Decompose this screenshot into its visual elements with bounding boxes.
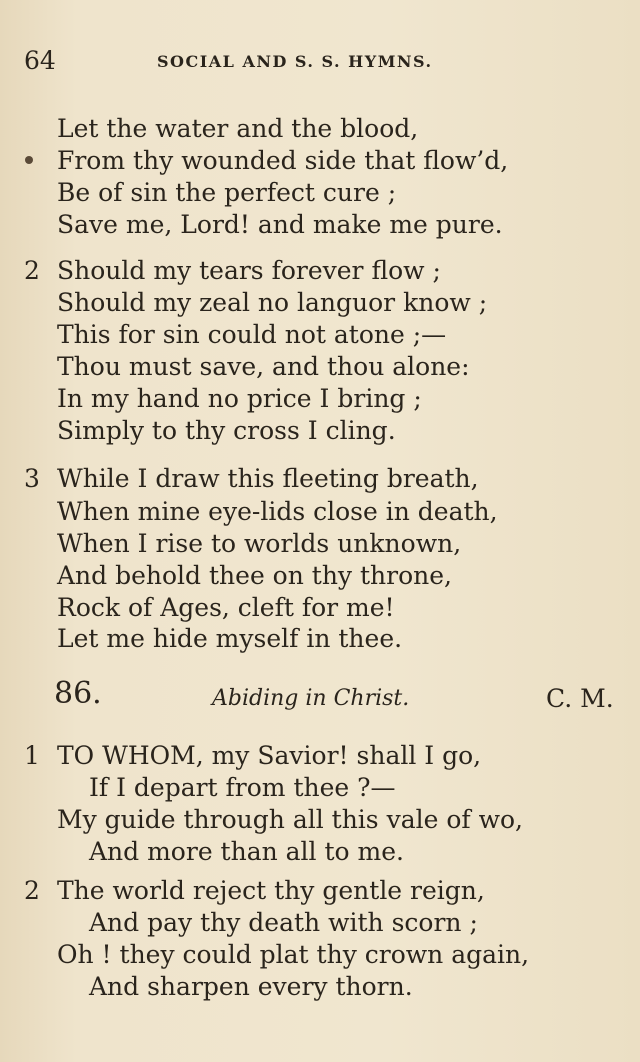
verse-line: Simply to thy cross I cling. — [57, 416, 396, 445]
verse-line: The world reject thy gentle reign, — [57, 876, 485, 905]
verse-line: And more than all to me. — [89, 837, 404, 866]
hymn-title: Abiding in Christ. — [212, 686, 410, 711]
hymn-meter: C. M. — [546, 684, 614, 713]
verse-line: Thou must save, and thou alone: — [57, 352, 470, 381]
verse-line: When mine eye-lids close in death, — [57, 497, 498, 526]
page-number: 64 — [24, 46, 56, 75]
running-head: SOCIAL AND S. S. HYMNS. — [157, 52, 433, 71]
verse-line: From thy wounded side that flow’d, — [57, 146, 509, 175]
verse-line: And sharpen every thorn. — [89, 972, 413, 1001]
verse-line: Save me, Lord! and make me pure. — [57, 210, 503, 239]
verse-line: Be of sin the perfect cure ; — [57, 178, 397, 207]
verse-line: When I rise to worlds unknown, — [57, 529, 462, 558]
stanza-number: 3 — [24, 464, 40, 493]
verse-line: TO WHOM, my Savior! shall I go, — [57, 741, 482, 770]
page-header — [24, 46, 624, 76]
verse-line: Let the water and the blood, — [57, 114, 419, 143]
verse-line: Should my tears forever flow ; — [57, 256, 441, 285]
verse-line: This for sin could not atone ;— — [57, 320, 447, 349]
verse-line: My guide through all this vale of wo, — [57, 805, 523, 834]
verse-line: Oh ! they could plat thy crown again, — [57, 940, 530, 969]
verse-line: If I depart from thee ?— — [89, 773, 396, 802]
stanza-number: 1 — [24, 741, 40, 770]
verse-line: In my hand no price I bring ; — [57, 384, 422, 413]
verse-line: Let me hide myself in thee. — [57, 624, 403, 653]
verse-line: Should my zeal no languor know ; — [57, 288, 488, 317]
stanza-number: 2 — [24, 876, 40, 905]
printer-mark — [25, 156, 33, 164]
hymn-number: 86. — [54, 676, 102, 711]
verse-line: Rock of Ages, cleft for me! — [57, 593, 395, 622]
verse-line: And behold thee on thy throne, — [57, 561, 452, 590]
stanza-number: 2 — [24, 256, 40, 285]
verse-line: And pay thy death with scorn ; — [89, 908, 478, 937]
verse-line: While I draw this fleeting breath, — [57, 464, 479, 493]
